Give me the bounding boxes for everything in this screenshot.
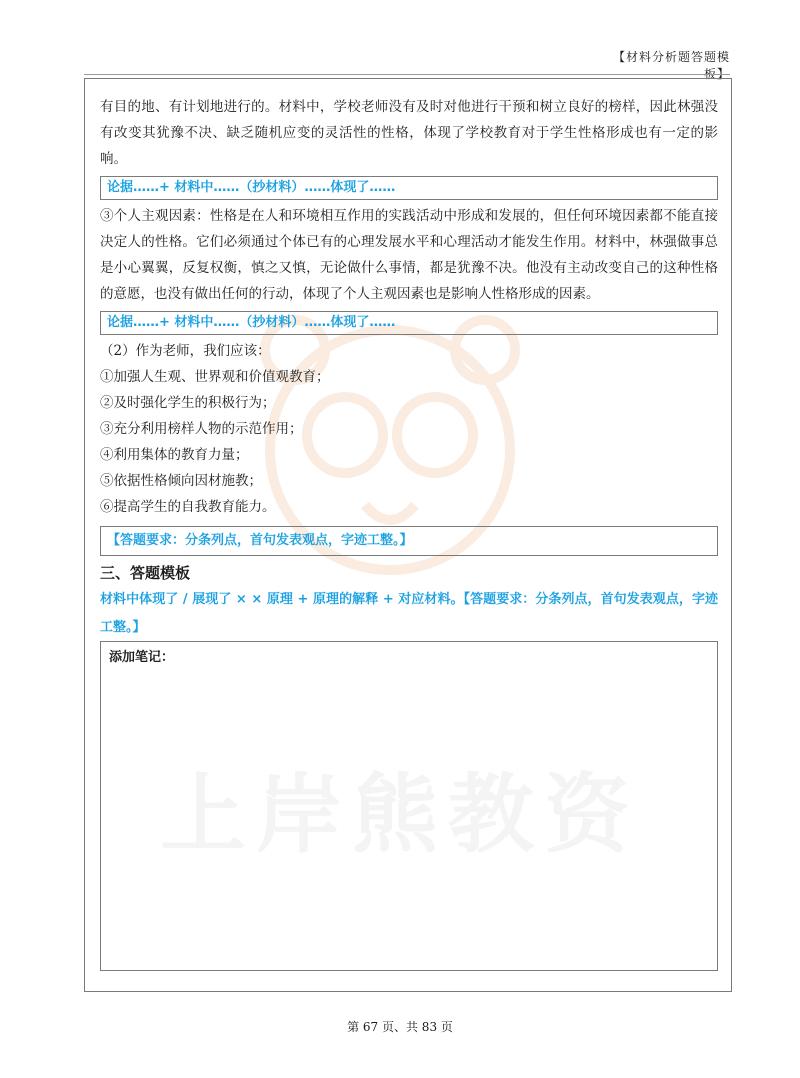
answer-tip-box: 论据……+ 材料中……（抄材料）……体现了…… — [100, 311, 718, 335]
list-item: ①加强人生观、世界观和价值观教育； — [100, 369, 330, 385]
list-item: ③充分利用榜样人物的示范作用； — [100, 421, 303, 437]
header-divider — [84, 74, 730, 75]
list-item: ②及时强化学生的积极行为； — [100, 395, 276, 411]
answer-requirement-box: 【答题要求：分条列点，首句发表观点，字迹工整。】 — [100, 526, 718, 556]
list-item: ④利用集体的教育力量； — [100, 447, 249, 463]
page-number: 第 67 页、共 83 页 — [347, 1020, 453, 1034]
list-item: ⑥提高学生的自我教育能力。 — [100, 499, 276, 515]
section-title: 三、答题模板 — [100, 564, 191, 582]
notes-area[interactable] — [100, 641, 718, 971]
page-header-title: 【材料分析题答题模板】 — [612, 50, 730, 81]
paragraph-personal-factor: ③个人主观因素：性格是在人和环境相互作用的实践活动中形成和发展的，但任何环境因素都不能直接决定人的性格。它们必须通过个体已有的心理发展水平和心理活动才能发生作用。材料中，林强做事总是小心翼翼，反复权衡，慎之又慎，无论做什么事情，都是犹豫不决。他没有主动改变自己的这种性格的意愿，也没有做出任何的行动，体现了个人主观因素也是影响人性格形成的因素。 — [100, 208, 718, 302]
list-item: ⑤依据性格倾向因材施教； — [100, 473, 262, 489]
document-content — [100, 94, 718, 642]
paragraph-school-influence: 有目的地、有计划地进行的。材料中，学校老师没有及时对他进行干预和树立良好的榜样，因此林强没有改变其犹豫不决、缺乏随机应变的灵活性的性格，体现了学校教育对于学生性格形成也有一定的影响。 — [100, 99, 718, 167]
notes-label: 添加笔记： — [109, 650, 175, 665]
question-heading: （2）作为老师，我们应该： — [100, 343, 271, 359]
answer-template-text: 材料中体现了 / 展现了 × × 原理 + 原理的解释 + 对应材料。【答题要求：分条列点，首句发表观点，字迹工整。】 — [100, 592, 718, 635]
answer-tip-box: 论据……+ 材料中……（抄材料）……体现了…… — [100, 176, 718, 200]
brand-watermark: 上岸熊教资 — [160, 765, 640, 865]
